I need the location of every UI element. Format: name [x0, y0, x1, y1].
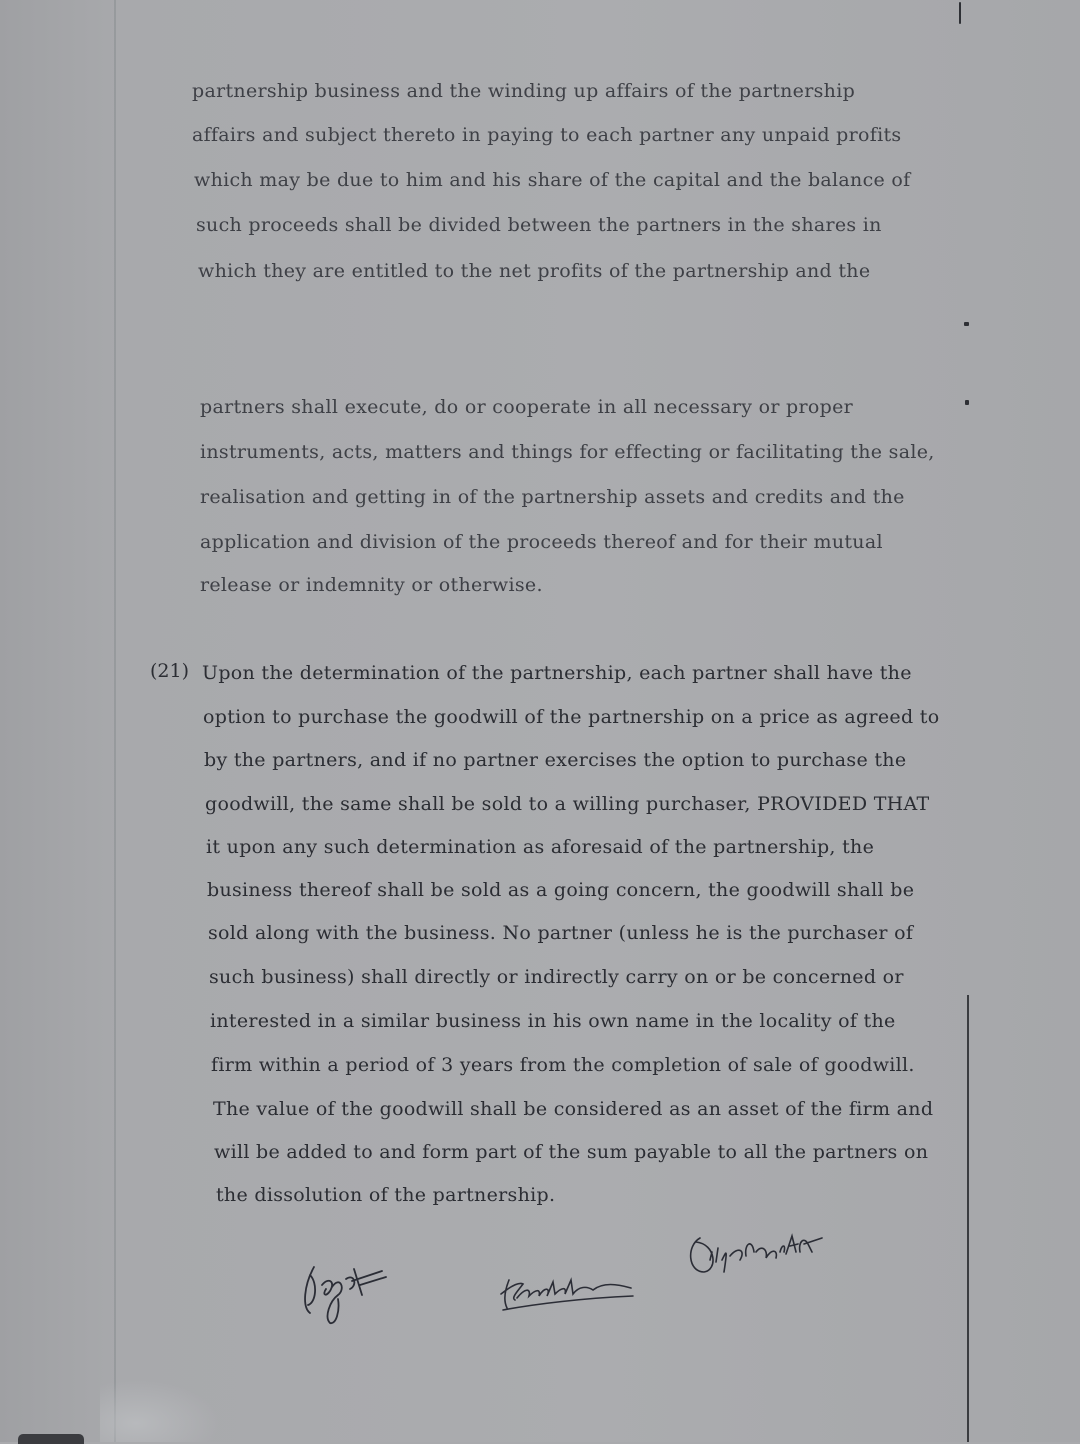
text-line: by the partners, and if no partner exercises the option to purchase the — [204, 749, 907, 771]
bottom-handle — [18, 1434, 84, 1444]
ink-speck — [965, 400, 969, 405]
clause-number: (21) — [150, 660, 190, 682]
text-line: business thereof shall be sold as a going concern, the goodwill shall be — [207, 879, 915, 901]
text-line: realisation and getting in of the partnership assets and credits and the — [200, 486, 905, 508]
ink-speck — [964, 322, 969, 326]
text-line: option to purchase the goodwill of the partnership on a price as agreed to — [203, 706, 940, 728]
signature-middle — [495, 1268, 645, 1318]
text-line: such business) shall directly or indirectly carry on or be concerned or — [209, 966, 904, 988]
text-line: partnership business and the winding up affairs of the partnership — [192, 80, 856, 102]
text-line: application and division of the proceeds thereof and for their mutual — [200, 531, 883, 553]
text-line: Upon the determination of the partnership, each partner shall have the — [202, 662, 912, 684]
scan-smudge — [100, 1380, 220, 1442]
ink-speck — [959, 2, 961, 24]
signature-right — [682, 1222, 832, 1282]
text-line: release or indemnity or otherwise. — [200, 574, 543, 596]
text-line: the dissolution of the partnership. — [216, 1184, 556, 1206]
signature-left — [296, 1255, 396, 1330]
text-line: firm within a period of 3 years from the completion of sale of goodwill. — [211, 1054, 915, 1076]
text-line: it upon any such determination as aforesaid of the partnership, the — [206, 836, 875, 858]
page-edge-right — [967, 995, 969, 1442]
text-line: partners shall execute, do or cooperate in all necessary or proper — [200, 396, 854, 418]
text-line: interested in a similar business in his own name in the locality of the — [210, 1010, 896, 1032]
page-edge-left — [114, 0, 116, 1442]
text-line: sold along with the business. No partner (unless he is the purchaser of — [208, 922, 914, 944]
text-line: The value of the goodwill shall be considered as an asset of the firm and — [213, 1098, 934, 1120]
text-line: instruments, acts, matters and things for effecting or facilitating the sale, — [200, 441, 935, 463]
text-line: will be added to and form part of the sum payable to all the partners on — [214, 1141, 929, 1163]
text-line: affairs and subject thereto in paying to each partner any unpaid profits — [192, 124, 902, 146]
text-line: such proceeds shall be divided between the partners in the shares in — [196, 214, 882, 236]
text-line: goodwill, the same shall be sold to a willing purchaser, PROVIDED THAT — [205, 793, 930, 815]
text-line: which they are entitled to the net profits of the partnership and the — [198, 260, 871, 282]
text-line: which may be due to him and his share of the capital and the balance of — [194, 169, 911, 191]
